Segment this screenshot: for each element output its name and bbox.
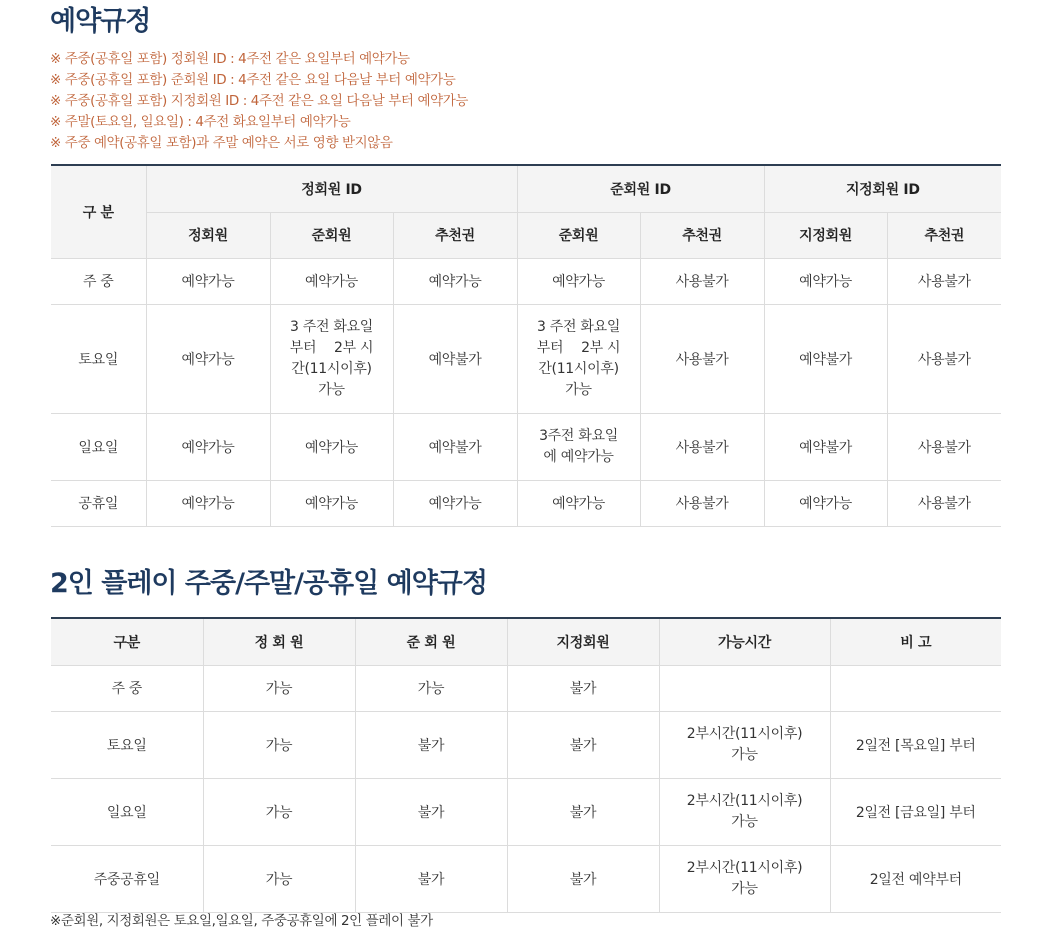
table-row [51,480,1001,526]
header-available-time: 가능시간 [659,618,830,665]
row-label: 일요일 [51,413,146,480]
table-cell [659,665,830,711]
table-cell: 예약불가 [393,304,517,413]
two-player-rules-table [51,617,1001,913]
cell-text: 2부시간(11시이후) 가능 [686,725,803,763]
table-cell: 예약불가 [764,413,887,480]
table-cell: 예약가능 [517,258,640,304]
table-cell: 예약가능 [146,413,270,480]
table-cell [270,304,393,413]
table-cell: 예약가능 [146,480,270,526]
reservation-rules-table [51,164,1001,527]
cell-text: 2부시간(11시이후) 가능 [686,792,803,830]
section2-title: 2인 플레이 주중/주말/공휴일 예약규정 [50,568,487,599]
table-row [51,665,1001,711]
table-cell: 예약불가 [393,413,517,480]
section1-title: 예약규정 [50,6,151,37]
row-label: 토요일 [51,711,203,778]
table-cell: 가능 [355,665,507,711]
table-cell: 가능 [203,711,355,778]
header-group-designated: 지정회원 ID [764,165,1001,212]
row-label: 토요일 [51,304,146,413]
header-category: 구 분 [51,165,146,258]
header-group-regular: 정회원 ID [146,165,517,212]
table-cell: 가능 [203,665,355,711]
table-row [51,778,1001,845]
header-regular: 정 회 원 [203,618,355,665]
header-category: 구분 [51,618,203,665]
table-row [51,711,1001,778]
table-cell: 2일전 [금요일] 부터 [830,778,1001,845]
row-label: 일요일 [51,778,203,845]
cell-text: 3주전 화요일에 예약가능 [539,427,618,465]
row-label: 주 중 [51,258,146,304]
table-cell: 사용불가 [887,413,1001,480]
table-cell: 예약가능 [393,480,517,526]
table-cell: 사용불가 [887,258,1001,304]
table-cell: 가능 [203,845,355,912]
header-group-associate: 준회원 ID [517,165,764,212]
table-cell: 예약가능 [764,258,887,304]
table-row [51,413,1001,480]
table-cell: 예약불가 [764,304,887,413]
note-item: ※ 주중(공휴일 포함) 정회원 ID : 4주전 같은 요일부터 예약가능 [50,51,410,67]
subheader: 추천권 [887,212,1001,258]
table-cell: 예약가능 [764,480,887,526]
note-item: ※ 주중(공휴일 포함) 준회원 ID : 4주전 같은 요일 다음날 부터 예약가능 [50,72,456,88]
row-label: 주 중 [51,665,203,711]
table-cell [659,778,830,845]
subheader: 추천권 [393,212,517,258]
row-label: 주중공휴일 [51,845,203,912]
table-cell: 예약가능 [270,258,393,304]
table-cell [517,304,640,413]
table-cell: 불가 [355,711,507,778]
note-item: ※ 주중 예약(공휴일 포함)과 주말 예약은 서로 영향 받지않음 [50,135,393,151]
table-cell: 불가 [355,845,507,912]
table-cell: 예약가능 [270,480,393,526]
header-associate: 준 회 원 [355,618,507,665]
subheader: 준회원 [517,212,640,258]
table-row [51,845,1001,912]
table-cell: 사용불가 [887,480,1001,526]
table-cell: 예약가능 [517,480,640,526]
table-row [51,258,1001,304]
table-cell [659,711,830,778]
table-cell: 예약가능 [393,258,517,304]
cell-text: 3 주전 화요일 부터 2부 시간(11시이후)가능 [536,318,621,398]
table-cell: 예약가능 [146,258,270,304]
table-row [51,304,1001,413]
note-item: ※ 주말(토요일, 일요일) : 4주전 화요일부터 예약가능 [50,114,351,130]
table-cell: 예약가능 [146,304,270,413]
header-designated: 지정회원 [507,618,659,665]
table-cell: 사용불가 [640,480,764,526]
table-cell [517,413,640,480]
table-cell: 불가 [507,778,659,845]
table-cell: 불가 [507,665,659,711]
table-cell: 불가 [507,711,659,778]
row-label: 공휴일 [51,480,146,526]
cell-text: 2부시간(11시이후) 가능 [686,859,803,897]
table-cell: 2일전 예약부터 [830,845,1001,912]
footnote: ※준회원, 지정회원은 토요일,일요일, 주중공휴일에 2인 플레이 불가 [50,913,433,929]
subheader: 정회원 [146,212,270,258]
table-cell: 가능 [203,778,355,845]
table-cell: 사용불가 [640,304,764,413]
table-cell: 예약가능 [270,413,393,480]
subheader: 추천권 [640,212,764,258]
table-cell [659,845,830,912]
table-cell: 사용불가 [640,413,764,480]
cell-text: 3 주전 화요일 부터 2부 시간(11시이후)가능 [289,318,374,398]
table-cell: 불가 [355,778,507,845]
header-remarks: 비 고 [830,618,1001,665]
subheader: 지정회원 [764,212,887,258]
note-item: ※ 주중(공휴일 포함) 지정회원 ID : 4주전 같은 요일 다음날 부터 예약가능 [50,93,469,109]
subheader: 준회원 [270,212,393,258]
table-cell: 2일전 [목요일] 부터 [830,711,1001,778]
table-cell [830,665,1001,711]
table-cell: 사용불가 [640,258,764,304]
reservation-notes [50,49,468,154]
table-cell: 사용불가 [887,304,1001,413]
table-cell: 불가 [507,845,659,912]
